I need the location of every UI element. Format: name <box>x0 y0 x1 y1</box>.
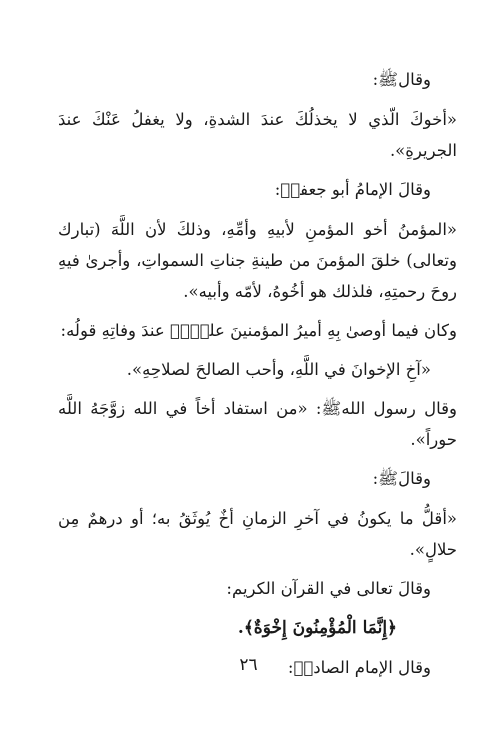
page-number: ٢٦ <box>239 655 258 675</box>
quran-verse: ﴿إِنَّمَا الْمُؤْمِنُونَ إِخْوَةٌ﴾. <box>237 618 397 638</box>
paragraph-8: وقالَﷺ: <box>372 469 431 488</box>
paragraph-6: «آخِ الإخوانَ في اللَّهِ، وأحب الصالحَ لصلاحِهِ». <box>126 360 431 379</box>
paragraph-3: وقالَ الإمامُ أبو جعفرؑ: <box>274 180 431 199</box>
paragraph-4: «المؤمنُ أخو المؤمنِ لأبيهِ وأمِّهِ، وذلكَ لأن اللَّهَ (تبارك وتعالى) خلقَ المؤمنَ من طينةِ جناتِ السمواتِ، وأجرىٰ فيهِ روحَ رحمتِهِ، فلذلك هو أخُوهُ، لأمّه وأبيه». <box>58 220 457 301</box>
paragraph-9: «أقلُّ ما يكونُ في آخرِ الزمانِ أخٌ يُوثَقُ به؛ أو درهمٌ مِن حلالٍ». <box>58 509 457 559</box>
text-body <box>58 64 457 692</box>
paragraph-1: وقالﷺ: <box>372 70 431 89</box>
paragraph-2: «أخوكَ الّذي لا يخذلُكَ عندَ الشدةِ، ولا يغفلُ عَنْكَ عندَ الجريرةِ». <box>58 110 457 160</box>
paragraph-5: وكان فيما أوصىٰ بِهِ أميرُ المؤمنينَ عليٌّؑ عندَ وفاتِهِ قولُه: <box>60 321 457 340</box>
paragraph-12: وقال الإمام الصادقؑ: <box>287 658 431 677</box>
paragraph-7: وقال رسول اللهﷺ: «من استفاد أخاً في الله زوَّجَهُ اللَّه حوراً». <box>58 399 457 449</box>
paragraph-10: وقالَ تعالى في القرآن الكريم: <box>226 579 431 598</box>
